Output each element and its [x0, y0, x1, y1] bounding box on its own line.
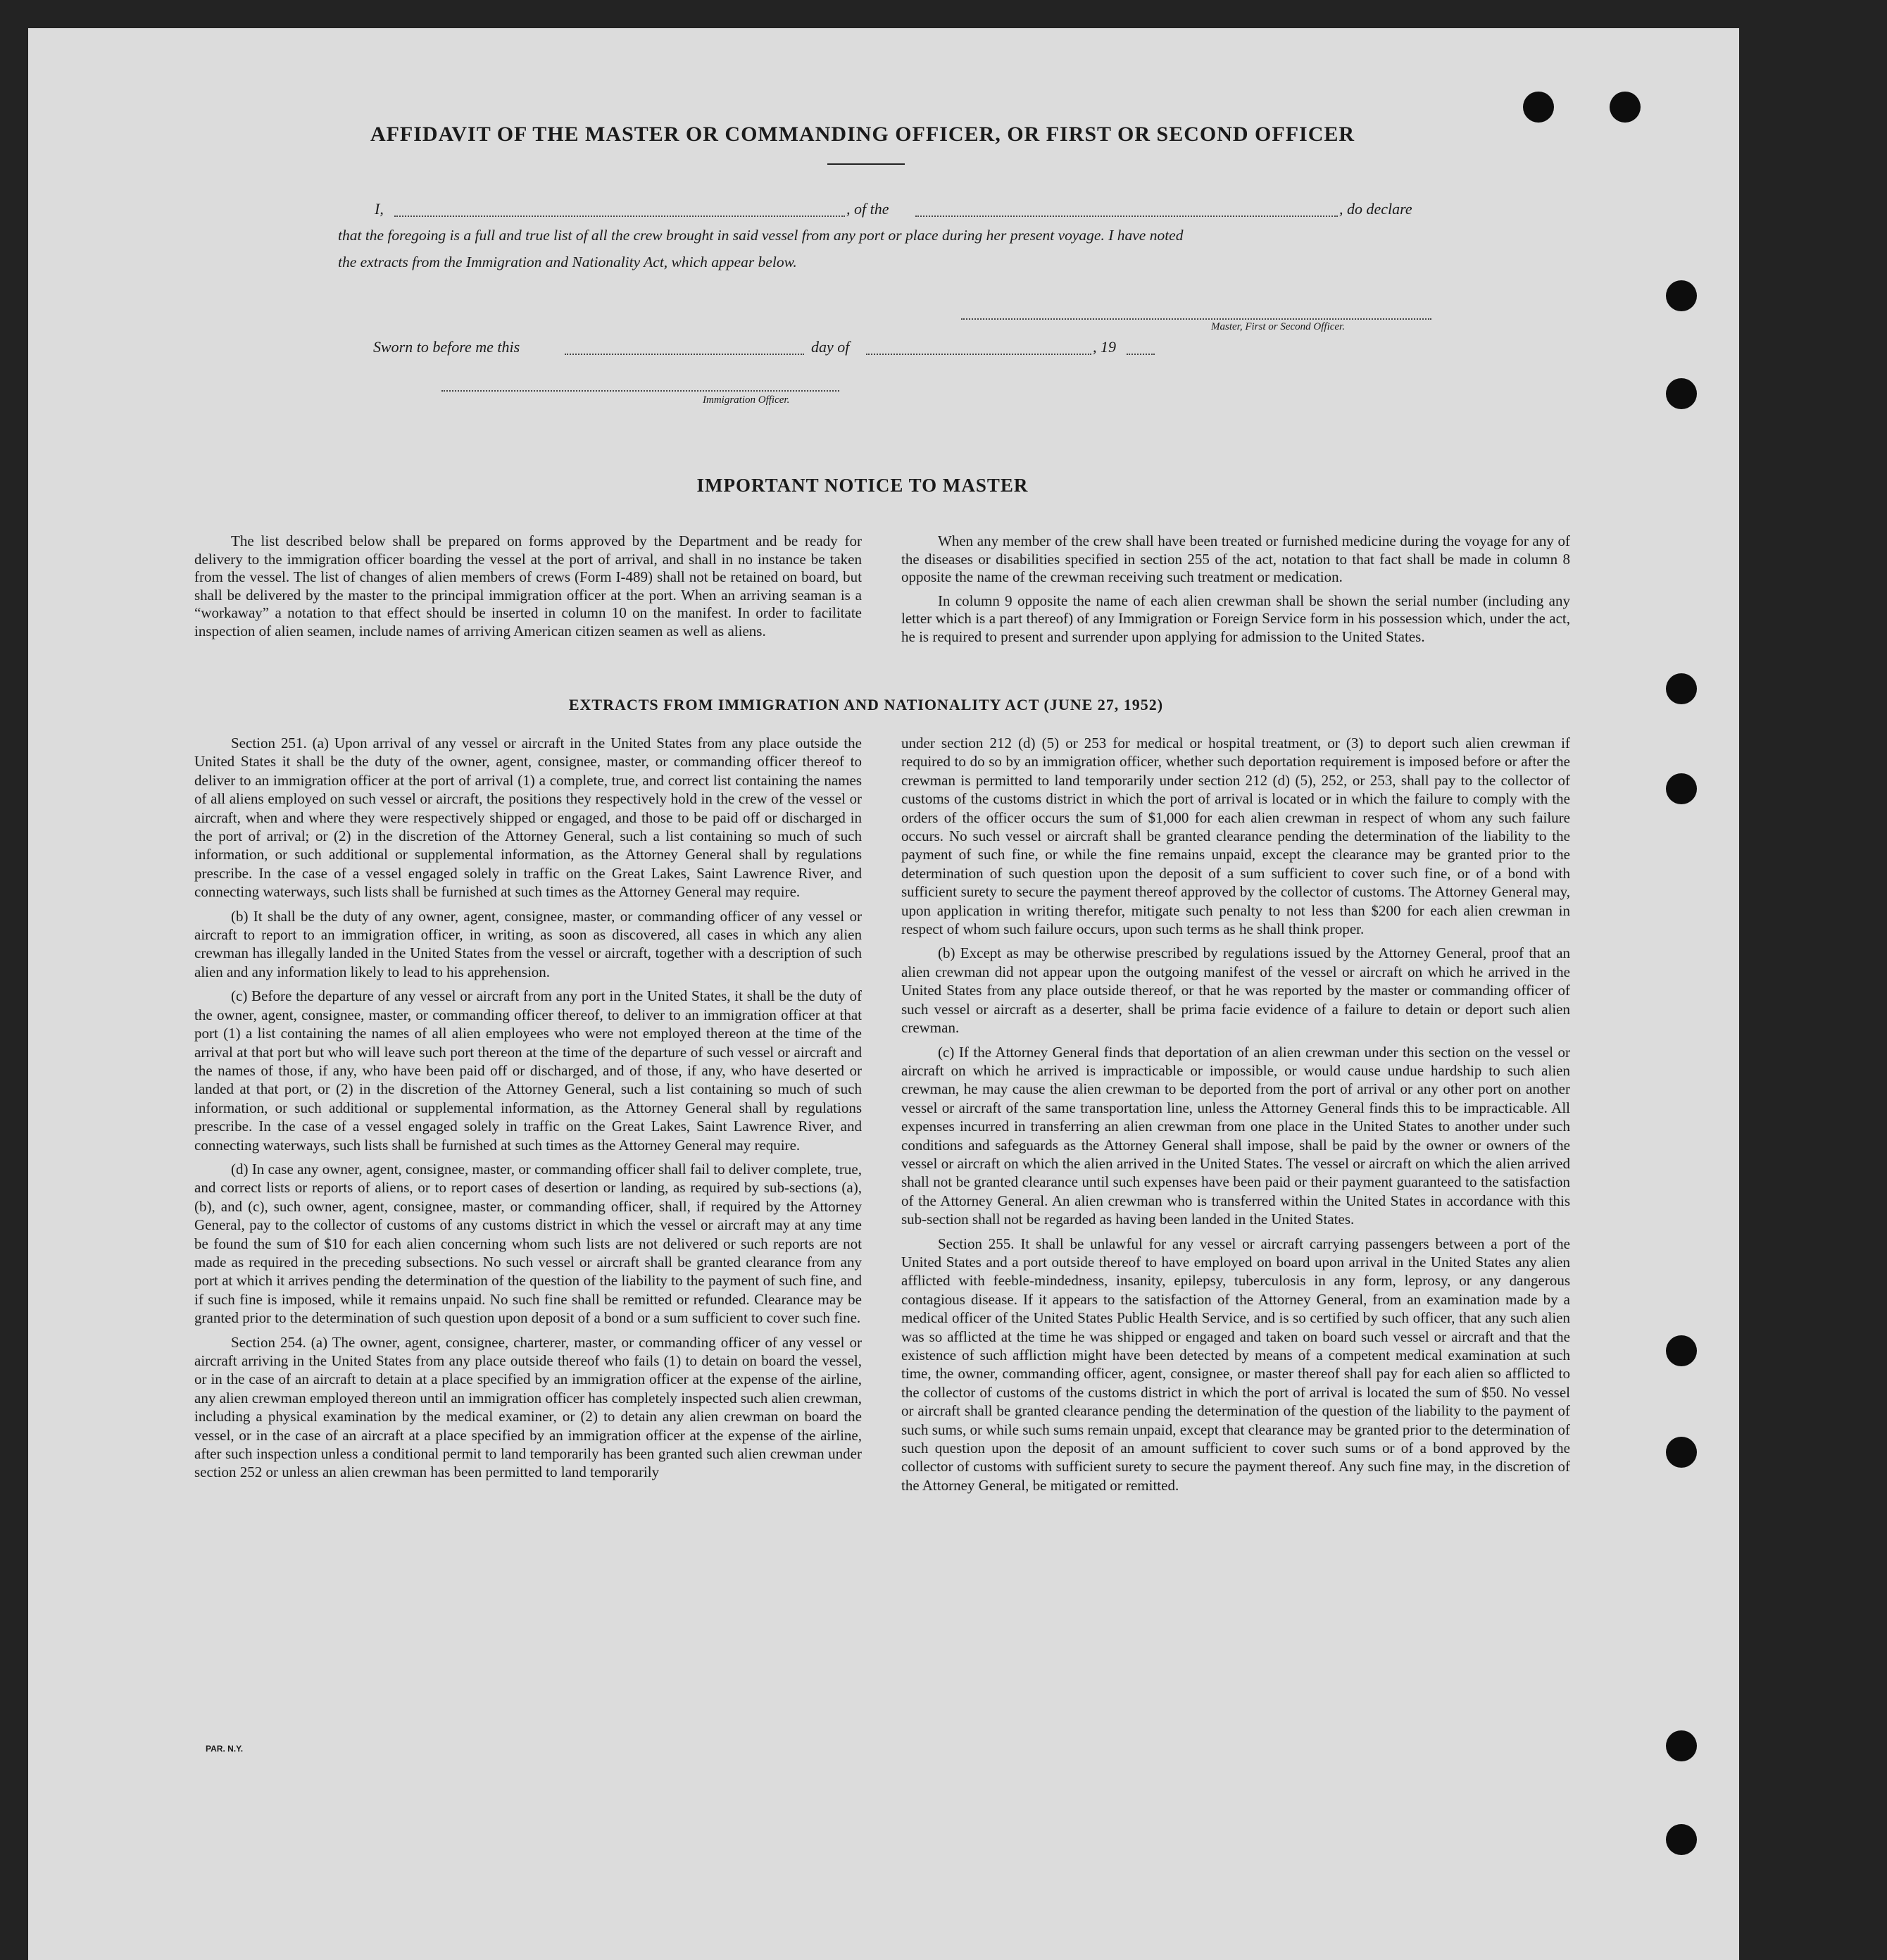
extracts-right-column — [901, 734, 1570, 1500]
sworn-year-blank[interactable] — [1127, 354, 1155, 355]
notice-left-paragraph: The list described below shall be prepared on forms approved by the Department and be ready for delivery to the immigration officer boarding the vessel at the port of arrival, and shall in no instance be taken from the vessel. The list of changes of alien members of crews (Form I-489) shall not be retained on board, but shall be delivered by the master to the principal immigration officer at the port. When an arriving seaman is a “workaway” a notation to that effect should be inserted in column 10 on the manifest. In order to facilitate inspection of alien seamen, include names of arriving American citizen seamen as well as aliens. — [194, 532, 862, 639]
punch-hole — [1666, 378, 1697, 409]
section-254-a: Section 254. (a) The owner, agent, consignee, charterer, master, or commanding officer of any vessel or aircraft arriving in the United States from any place outside thereof who fails (1) to detain on board the vessel, or in the case of an aircraft to detain at a place specified by an immigration officer at the expense of the airline, any alien crewman employed thereon until an immigration officer has completely inspected such alien crewman, including a physical examination by the medical examiner, or (2) to detain any alien crewman on board the vessel, or in the case of an aircraft at a place specified by an immigration officer at the expense of the airline, after such inspection unless a conditional permit to land temporarily has been granted such alien crewman under section 252 or unless an alien crewman has been permitted to land temporarily — [194, 1333, 862, 1481]
year-label: , 19 — [1093, 338, 1116, 356]
punch-hole — [1523, 92, 1554, 123]
section-254-b: (b) Except as may be otherwise prescribed by regulations issued by the Attorney General, proof that an alien crewman did not appear upon the outgoing manifest of the vessel or aircraft on which he arrived in the United States from any place outside thereof, or that he was reported by the master or commanding officer of such vessel or aircraft as a deserter, shall be prima facie evidence of a failure to detain or deport such alien crewman. — [901, 944, 1570, 1037]
section-251-a: Section 251. (a) Upon arrival of any vessel or aircraft in the United States from any place outside the United States it shall be the duty of the owner, agent, consignee, master, or commanding officer thereof to deliver to an immigration officer at the port of arrival (1) a complete, true, and correct list containing the names of all aliens employed on such vessel or aircraft, the positions they respectively hold in the crew of the vessel or aircraft, when and where they were respectively shipped or engaged, and those to be paid off or discharged in the port of arrival; or (2) in the discretion of the Attorney General, such a list containing so much of such information, or such additional or supplemental information, as the Attorney General shall by regulations prescribe. In the case of a vessel engaged solely in traffic on the Great Lakes, Saint Lawrence River, and connecting waterways, such lists shall be furnished at such times as the Attorney General may require. — [194, 735, 862, 901]
punch-hole — [1666, 1824, 1697, 1855]
punch-hole — [1666, 773, 1697, 804]
sworn-month-blank[interactable] — [866, 354, 1091, 355]
declare-label: , do declare — [1339, 200, 1412, 218]
sworn-day-blank[interactable] — [565, 354, 804, 355]
punch-hole — [1666, 1437, 1697, 1468]
notice-right-paragraph-1: When any member of the crew shall have been treated or furnished medicine during the voyage for any of the diseases or disabilities specified in section 255 of the act, notation to that fact shall be made in column 8 opposite the name of the crewman receiving such treatment or medication. — [901, 532, 1570, 585]
section-251-b: (b) It shall be the duty of any owner, agent, consignee, master, or commanding officer of any vessel or aircraft to report to an immigration officer, in writing, as soon as discovered, all cases in which any alien crewman has illegally landed in the United States from the vessel or aircraft, together with a description of such alien and any information likely to lead to his apprehension. — [194, 907, 862, 980]
punch-hole — [1666, 1335, 1697, 1366]
affidavit-line3: the extracts from the Immigration and Nationality Act, which appear below. — [338, 254, 797, 270]
affidavit-title: AFFIDAVIT OF THE MASTER OR COMMANDING OFFICER, OR FIRST OR SECOND OFFICER — [370, 123, 1355, 146]
signature-line[interactable] — [961, 318, 1431, 320]
extracts-left-column — [194, 734, 862, 1487]
document-page — [28, 28, 1739, 1960]
section-251-c: (c) Before the departure of any vessel or aircraft from any port in the United States, it shall be the duty of the owner, agent, consignee, master, or commanding officer thereof, to deliver to an immigration officer at that port (1) a list containing the names of all alien employees who were not employed thereon at the time of the arrival at that port but who will leave such port thereon at the time of the departure of such vessel or aircraft and the names of those, if any, who have been paid off or discharged, and of those, if any, who have deserted or landed at that port, or (2) in the discretion of the Attorney General, such a list containing so much of such information, or such additional or supplemental information, as the Attorney General shall by regulations prescribe. In the case of a vessel engaged solely in traffic on the Great Lakes, Saint Lawrence River, and connecting waterways, such lists shall be furnished at such times as the Attorney General may require. — [194, 987, 862, 1154]
sworn-line — [28, 338, 1739, 366]
vessel-blank[interactable] — [915, 216, 1338, 217]
signer-caption: Master, First or Second Officer. — [1211, 321, 1345, 332]
officer-caption: Immigration Officer. — [703, 394, 790, 406]
punch-hole — [1666, 280, 1697, 311]
section-255: Section 255. It shall be unlawful for any vessel or aircraft carrying passengers between a port of the United States and a port outside thereof to have employed on board upon arrival in the United States any alien afflicted with feeble-mindedness, insanity, epilepsy, tuberculosis in any form, leprosy, or any dangerous contagious disease. If it appears to the satisfaction of the Attorney General, from an examination made by a medical officer of the United States Public Health Service, and is so certified by such officer, that any such alien was so afflicted at the time he was shipped or engaged and taken on board such vessel or aircraft and that the existence of such affliction might have been detected by means of a competent medical examination at such time, the owner, commanding officer, agent, consignee, or master thereof shall pay for each alien so afflicted to the collector of customs of the customs district in which the port of arrival is located the sum of $50. No vessel or aircraft shall be granted clearance pending the determination of the question of the liability to the payment of such sums, or while such sums remain unpaid, except that clearance may be granted prior to the determination of such question upon the deposit of an amount sufficient to cover such sums or of a bond approved by the collector of customs with sufficient surety to secure the payment thereof. Any such fine may, in the discretion of the Attorney General, be mitigated or remitted. — [901, 1235, 1570, 1494]
section-254-c: (c) If the Attorney General finds that deportation of an alien crewman under this section on the vessel or aircraft on which he arrived is impracticable or impossible, or would cause undue hardship to such alien crewman, he may cause the alien crewman to be deported from the port of arrival or any other port on another vessel or aircraft of the same transportation line, unless the Attorney General finds this to be impracticable. All expenses incurred in transferring an alien crewman from one place in the United States to another under such conditions and safeguards as the Attorney General shall impose, shall be paid by the owner or owners of the vessel or aircraft on which the alien arrived in the United States. The vessel or aircraft on which the alien arrived shall not be granted clearance until such expenses have been paid or their payment guaranteed to the satisfaction of the Attorney General. An alien crewman who is transferred within the United States in accordance with this sub-section shall not be regarded as having been landed in the United States. — [901, 1043, 1570, 1228]
affidavit-line1 — [28, 200, 1739, 228]
of-the-label: , of the — [846, 200, 889, 218]
notice-right-paragraph-2: In column 9 opposite the name of each alien crewman shall be shown the serial number (including any letter which is a part thereof) of any Immigration or Foreign Service form in his possession which, under the act, he is required to present and surrender upon applying for admission to the United States. — [901, 592, 1570, 645]
extracts-title: EXTRACTS FROM IMMIGRATION AND NATIONALITY ACT (JUNE 27, 1952) — [568, 696, 1164, 713]
affidavit-line2: that the foregoing is a full and true list of all the crew brought in said vessel from any port or place during her present voyage. I have noted — [338, 227, 1184, 244]
title-underline — [827, 163, 905, 165]
punch-hole — [1610, 92, 1641, 123]
section-254-a-continued: under section 212 (d) (5) or 253 for medical or hospital treatment, or (3) to deport such alien crewman if required to do so by an immigration officer, whether such deportation requirement is imposed before or after the crewman is permitted to land temporarily under section 212 (d) (5), 252, or 253, shall pay to the collector of customs of the customs district in which the port of arrival is located or in which the failure to comply with the orders of the officer occurs the sum of $1,000 for each alien crewman in respect of whom any such failure occurs. No such vessel or aircraft shall be granted clearance pending the determination of the liability to the payment of such fine, or while the fine remains unpaid, except the clearance may be granted prior to the determination of such question upon the deposit of a sum sufficient to cover such fine, or of a bond with sufficient surety to secure the payment thereof approved by the collector of customs. The Attorney General may, upon application in writing therefor, mitigate such penalty to not less than $200 for each alien crewman in respect of whom such failure occurs, upon such terms as he shall think proper. — [901, 735, 1570, 938]
punch-hole — [1666, 1730, 1697, 1761]
notice-right-column — [901, 532, 1570, 651]
notice-left-column — [194, 532, 862, 646]
name-blank[interactable] — [394, 216, 845, 217]
notice-title: IMPORTANT NOTICE TO MASTER — [696, 475, 1029, 496]
section-251-d: (d) In case any owner, agent, consignee, master, or commanding officer shall fail to deliver complete, true, and correct lists or reports of aliens, or to report cases of desertion or landing, as required by sub-sections (a), (b), and (c), such owner, agent, consignee, master, or commanding officer, shall, if required by the Attorney General, pay to the collector of customs of any customs district in which the vessel or aircraft may at any time be found the sum of $10 for each alien concerning whom such lists are not delivered or such reports are not made as required in the preceding subsections. No such vessel or aircraft shall be granted clearance from any port at which it arrives pending the determination of the question of the liability to the payment of such fine, and if such fine is imposed, while it remains unpaid. No such fine shall be remitted or refunded. Clearance may be granted prior to the determination of such question upon deposit of a bond or a sum sufficient to cover such fine. — [194, 1160, 862, 1327]
affidavit-i-label: I, — [375, 200, 384, 218]
printer-mark: PAR. N.Y. — [206, 1744, 244, 1754]
officer-signature-line[interactable] — [441, 390, 839, 392]
day-of-label: day of — [811, 338, 850, 356]
sworn-label: Sworn to before me this — [373, 338, 520, 356]
